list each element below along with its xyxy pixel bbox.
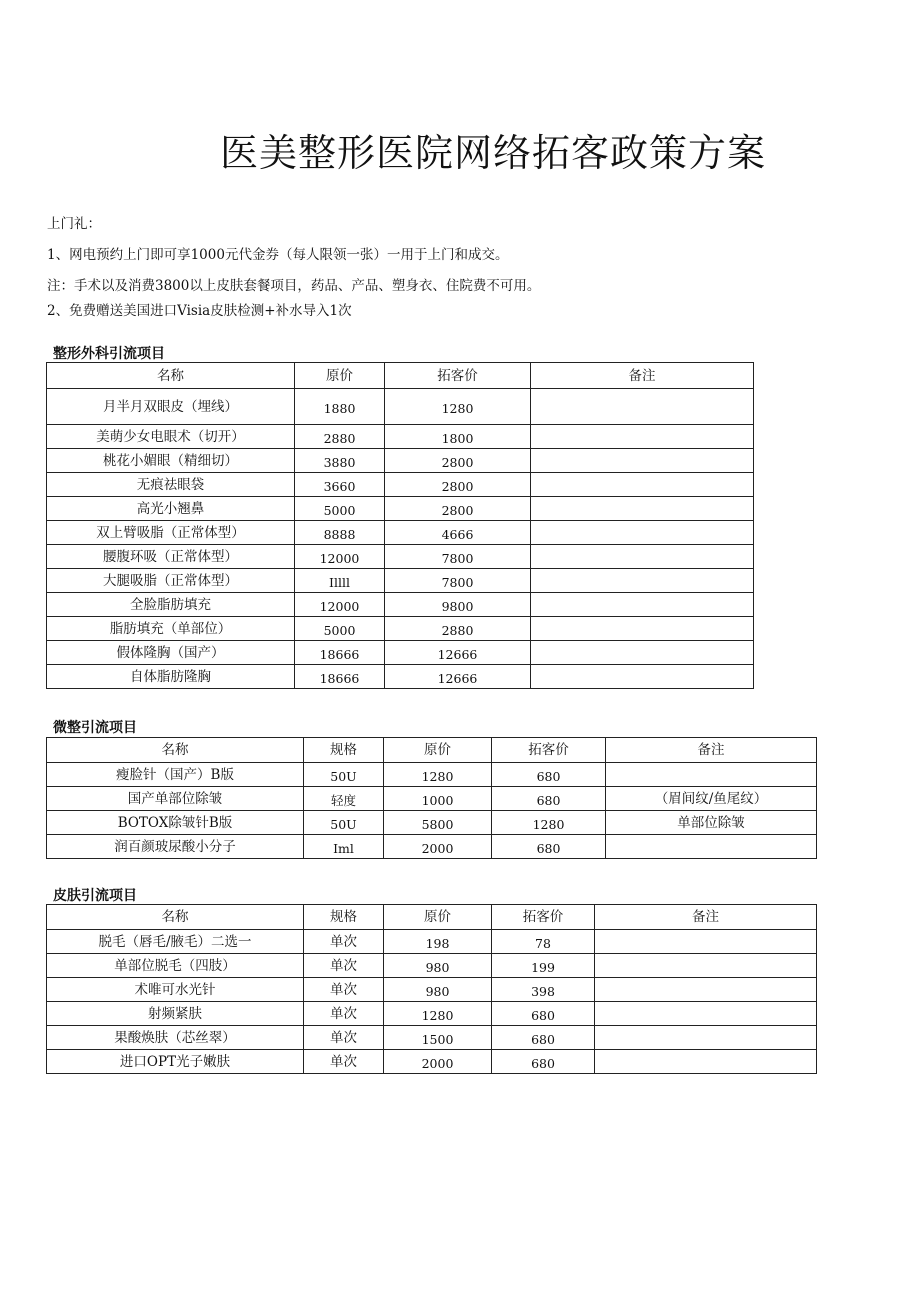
surgery-cell: 3660 (295, 473, 385, 497)
surgery-header-cell: 名称 (47, 363, 295, 389)
skin-cell: 单次 (304, 978, 384, 1002)
micro-header-cell: 拓客价 (492, 738, 606, 763)
surgery-cell (531, 665, 754, 689)
skin-cell: 单次 (304, 1002, 384, 1026)
surgery-cell (531, 593, 754, 617)
surgery-cell: 12000 (295, 593, 385, 617)
surgery-cell: 12666 (385, 641, 531, 665)
surgery-cell: 高光小翘鼻 (47, 497, 295, 521)
intro-line-1: 1、网电预约上门即可享1000元代金券（每人限领一张）一用于上门和成交。 (47, 247, 509, 263)
skin-cell: 单次 (304, 1050, 384, 1074)
skin-cell (595, 978, 817, 1002)
micro-cell: （眉间纹/鱼尾纹） (606, 787, 817, 811)
micro-cell: 润百颜玻尿酸小分子 (47, 835, 304, 859)
surgery-cell: 4666 (385, 521, 531, 545)
skin-cell: 单次 (304, 954, 384, 978)
skin-cell: 脱毛（唇毛/腋毛）二选一 (47, 930, 304, 954)
table-row (47, 389, 754, 425)
skin-section-title: 皮肤引流项目 (53, 888, 137, 904)
surgery-cell (531, 521, 754, 545)
surgery-cell: 2880 (385, 617, 531, 641)
table-row (47, 787, 817, 811)
skin-cell: 78 (492, 930, 595, 954)
intro-note: 注：手术以及消费3800以上皮肤套餐项目，药品、产品、塑身衣、住院费不可用。 (47, 278, 541, 294)
skin-cell: 980 (384, 978, 492, 1002)
micro-cell: 国产单部位除皱 (47, 787, 304, 811)
micro-cell: 50U (304, 763, 384, 787)
surgery-cell: 2800 (385, 473, 531, 497)
table-row (47, 593, 754, 617)
surgery-cell: 8888 (295, 521, 385, 545)
micro-cell: Iml (304, 835, 384, 859)
table-row (47, 1050, 817, 1074)
skin-cell: 680 (492, 1050, 595, 1074)
skin-cell: 398 (492, 978, 595, 1002)
surgery-cell: 月半月双眼皮（埋线） (47, 389, 295, 425)
table-row (47, 569, 754, 593)
surgery-section-title: 整形外科引流项目 (53, 346, 165, 362)
surgery-cell: 自体脂肪隆胸 (47, 665, 295, 689)
surgery-cell: 7800 (385, 545, 531, 569)
skin-cell: 1280 (384, 1002, 492, 1026)
micro-cell: 轻度 (304, 787, 384, 811)
table-row (47, 425, 754, 449)
surgery-table (46, 362, 754, 689)
skin-cell: 术唯可水光针 (47, 978, 304, 1002)
skin-cell: 单部位脱毛（四肢） (47, 954, 304, 978)
skin-cell: 射频紧肤 (47, 1002, 304, 1026)
surgery-cell: 18666 (295, 641, 385, 665)
skin-cell: 198 (384, 930, 492, 954)
surgery-cell: 9800 (385, 593, 531, 617)
skin-cell: 980 (384, 954, 492, 978)
micro-cell (606, 835, 817, 859)
skin-cell: 680 (492, 1026, 595, 1050)
skin-cell (595, 930, 817, 954)
micro-header-cell: 备注 (606, 738, 817, 763)
skin-cell: 199 (492, 954, 595, 978)
skin-header-cell: 名称 (47, 905, 304, 930)
micro-table (46, 737, 817, 859)
surgery-cell: 2800 (385, 449, 531, 473)
surgery-cell: 全脸脂肪填充 (47, 593, 295, 617)
micro-cell: 680 (492, 763, 606, 787)
table-row (47, 521, 754, 545)
table-row (47, 811, 817, 835)
surgery-cell: 脂肪填充（单部位） (47, 617, 295, 641)
surgery-cell: 5000 (295, 497, 385, 521)
micro-cell: BOTOX除皱针B版 (47, 811, 304, 835)
surgery-cell: 2800 (385, 497, 531, 521)
skin-cell: 1500 (384, 1026, 492, 1050)
skin-cell (595, 1026, 817, 1050)
micro-header-cell: 原价 (384, 738, 492, 763)
table-row (47, 1026, 817, 1050)
table-row (47, 835, 817, 859)
micro-cell: 5800 (384, 811, 492, 835)
micro-cell: 2000 (384, 835, 492, 859)
skin-cell (595, 954, 817, 978)
surgery-header-row (47, 363, 754, 389)
surgery-cell: 大腿吸脂（正常体型） (47, 569, 295, 593)
micro-header-cell: 名称 (47, 738, 304, 763)
micro-cell: 1000 (384, 787, 492, 811)
surgery-cell (531, 425, 754, 449)
micro-cell: 680 (492, 787, 606, 811)
intro-heading: 上门礼： (47, 216, 101, 232)
surgery-cell (531, 569, 754, 593)
surgery-cell: 5000 (295, 617, 385, 641)
surgery-cell (531, 617, 754, 641)
skin-header-cell: 原价 (384, 905, 492, 930)
surgery-cell: 3880 (295, 449, 385, 473)
surgery-cell: 12666 (385, 665, 531, 689)
skin-table (46, 904, 817, 1074)
surgery-cell: 桃花小媚眼（精细切） (47, 449, 295, 473)
surgery-cell: 7800 (385, 569, 531, 593)
table-row (47, 763, 817, 787)
table-row (47, 497, 754, 521)
micro-cell: 680 (492, 835, 606, 859)
page-title: 医美整形医院网络拓客政策方案 (220, 131, 767, 175)
skin-cell: 单次 (304, 1026, 384, 1050)
surgery-cell (531, 389, 754, 425)
micro-cell (606, 763, 817, 787)
intro-line-2: 2、免费赠送美国进口Visia皮肤检测+补水导入1次 (47, 303, 352, 319)
table-row (47, 954, 817, 978)
surgery-cell: 腰腹环吸（正常体型） (47, 545, 295, 569)
table-row (47, 545, 754, 569)
surgery-cell: 双上臂吸脂（正常体型） (47, 521, 295, 545)
surgery-cell (531, 449, 754, 473)
surgery-cell: Illll (295, 569, 385, 593)
surgery-cell: 美萌少女电眼术（切开） (47, 425, 295, 449)
skin-header-cell: 规格 (304, 905, 384, 930)
surgery-cell: 2880 (295, 425, 385, 449)
skin-cell: 进口OPT光子嫩肤 (47, 1050, 304, 1074)
surgery-cell: 假体隆胸（国产） (47, 641, 295, 665)
surgery-cell: 12000 (295, 545, 385, 569)
surgery-cell: 18666 (295, 665, 385, 689)
table-row (47, 641, 754, 665)
micro-section-title: 微整引流项目 (53, 720, 137, 736)
table-row (47, 1002, 817, 1026)
table-row (47, 617, 754, 641)
surgery-cell: 1280 (385, 389, 531, 425)
table-row (47, 930, 817, 954)
surgery-cell: 1800 (385, 425, 531, 449)
skin-header-row (47, 905, 817, 930)
surgery-cell (531, 641, 754, 665)
surgery-cell (531, 545, 754, 569)
surgery-cell: 1880 (295, 389, 385, 425)
table-row (47, 978, 817, 1002)
surgery-header-cell: 原价 (295, 363, 385, 389)
surgery-header-cell: 拓客价 (385, 363, 531, 389)
skin-cell: 2000 (384, 1050, 492, 1074)
micro-cell: 瘦脸针（国产）B版 (47, 763, 304, 787)
skin-cell (595, 1050, 817, 1074)
table-row (47, 473, 754, 497)
micro-header-row (47, 738, 817, 763)
surgery-header-cell: 备注 (531, 363, 754, 389)
micro-cell: 1280 (384, 763, 492, 787)
skin-cell: 680 (492, 1002, 595, 1026)
skin-cell: 果酸焕肤（芯丝翠） (47, 1026, 304, 1050)
table-row (47, 665, 754, 689)
surgery-cell: 无痕祛眼袋 (47, 473, 295, 497)
micro-cell: 1280 (492, 811, 606, 835)
skin-header-cell: 备注 (595, 905, 817, 930)
skin-header-cell: 拓客价 (492, 905, 595, 930)
table-row (47, 449, 754, 473)
micro-cell: 50U (304, 811, 384, 835)
micro-cell: 单部位除皱 (606, 811, 817, 835)
micro-header-cell: 规格 (304, 738, 384, 763)
skin-cell (595, 1002, 817, 1026)
skin-cell: 单次 (304, 930, 384, 954)
surgery-cell (531, 473, 754, 497)
surgery-cell (531, 497, 754, 521)
